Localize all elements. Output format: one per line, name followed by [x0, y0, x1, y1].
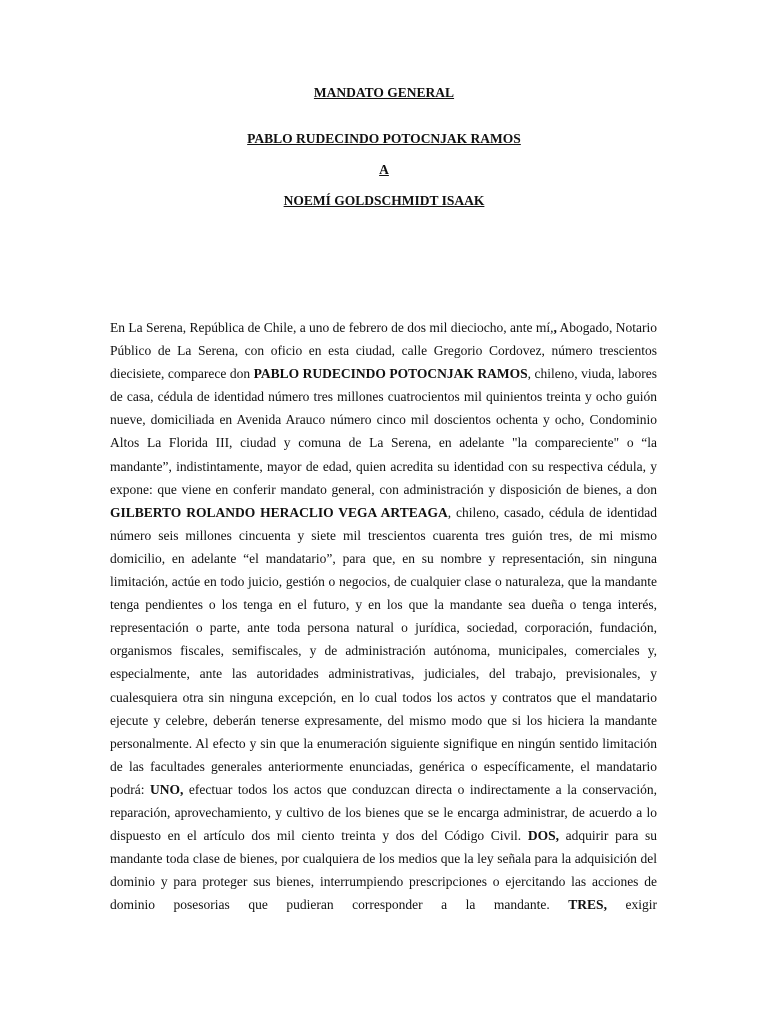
clause-tres: TRES, — [568, 897, 607, 913]
grantee-name-heading: NOEMÍ GOLDSCHMIDT ISAAK — [283, 193, 485, 208]
body-text-comma: , — [553, 320, 557, 335]
body-text-segment: efectuar todos los actos que conduzcan directa o indirectamente a la conservación, reparación, aprovechamiento, y cultivo de los bienes que se le encarga administrar, de acuerdo a lo dispuesto en el artículo dos mil ciento treinta y dos del Código Civil. — [110, 781, 657, 844]
body-text-segment: exigir — [606, 897, 657, 913]
body-text-segment: , en adelante "la compareciente" o “la mandante”, indistintamente, mayor de edad, quien acredita su identidad con su respectiva cédula, y expone: que viene en conferir mandato general, con administración y disposición de bienes, a don — [110, 435, 658, 497]
connector-heading: A — [379, 162, 389, 177]
grantor-name-heading: PABLO RUDECINDO POTOCNJAK RAMOS — [247, 131, 521, 146]
body-text-segment: , chileno, viuda, labores de casa, cédula de identidad número tres millones cuatrocientos mil quinientos treinta y ocho guión nueve, domiciliada en Avenida Arauco número cinco mil doscientos ochenta y ocho, Condominio Altos La Florida III, ciudad y comuna de La Serena — [110, 366, 658, 451]
body-text-segment: Abogado, Notario Público de La Serena, con oficio en esta ciudad, calle Gregorio Cordovez, número trescientos diecisiete, comparece don — [110, 320, 657, 382]
clause-uno: UNO, — [150, 781, 184, 797]
document-title: MANDATO GENERAL — [313, 85, 455, 100]
mandante-name: PABLO RUDECINDO POTOCNJAK RAMOS — [253, 366, 528, 382]
body-text-segment: adquirir para su mandante toda clase de bienes, por cualquiera de los medios que la ley señala para la adquisición del dominio y para proteger sus bienes, interrumpiendo prescripciones o ejercitando las acciones de dominio posesorias que pudieran corresponder a la mandante. — [110, 828, 657, 913]
body-text-segment: , chileno, casado, cédula de identidad número seis millones cincuenta y siete mil trescientos cuarenta tres guión tres, de mi mismo domicilio, en adelante “el mandatario”, para que, en su nombre y representación, sin ninguna limitación, actúe en todo juicio, gestión o negocios, de cualquier clase o naturaleza, que la mandante tenga pendientes o los tenga en el futuro, y en los que la mandante sea dueña o tenga interés, representación o parte, ante toda persona natural o jurídica, sociedad, corporación, fundación, organismos fiscales, semifiscales, y de administración autónoma, municipales, comerciales y, especialmente, ante las autoridades administrativas, judiciales, del trabajo, previsionales, y cualesquiera otra sin ninguna excepción, en lo cual todos los actos y contratos que el mandatario ejecute y celebre, deberán tenerse expresamente, del mismo modo que si los hiciera la mandante personalmente. Al efecto y sin que la enumeración siguiente signifique en ningún sentido limitación de las facultades generales anteriormente enunciadas, genérica o específicamente, el mandatario podrá: — [110, 504, 658, 797]
mandatario-name: GILBERTO ROLANDO HERACLIO VEGA ARTEAGA — [110, 504, 448, 520]
body-paragraph — [110, 316, 657, 916]
body-text-segment: En La Serena, República de Chile, a uno de febrero de dos mil dieciocho, ante mí, — [110, 320, 554, 335]
clause-dos: DOS, — [527, 828, 559, 844]
